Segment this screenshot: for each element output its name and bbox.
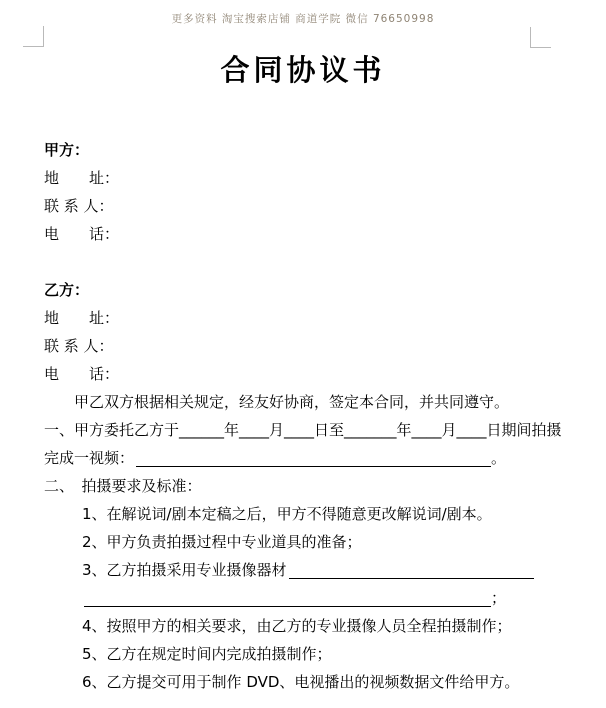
party-a-phone-label: 电 话：: [44, 225, 120, 243]
item-3-prefix: 3、乙方拍摄采用专业摄像器材: [82, 561, 287, 579]
document-title: 合同协议书: [220, 53, 386, 87]
equipment-blank-underline-continuation[interactable]: [82, 584, 491, 612]
requirement-item-5: 5、乙方在规定时间内完成拍摄制作；: [82, 645, 332, 663]
intro-paragraph: 甲乙双方根据相关规定，经友好协商，签定本合同，并共同遵守。: [74, 393, 510, 411]
party-b-label: 乙方：: [44, 281, 90, 299]
requirement-item-1: 1、在解说词/剧本定稿之后，甲方不得随意更改解说词/剧本。: [82, 505, 492, 523]
party-b-phone-label: 电 话：: [44, 365, 120, 383]
item-3-suffix: ；: [490, 589, 506, 607]
clause-1-dates-line: 一、甲方委托乙方于______年____月____日至_______年____月____日期间拍摄: [44, 421, 562, 439]
clause-1-video-line: [44, 444, 534, 472]
video-title-blank-underline[interactable]: [134, 444, 491, 472]
video-line-suffix: 。: [490, 449, 506, 467]
crop-mark-top-right: [530, 27, 551, 48]
watermark-header: 更多资料 淘宝搜索店铺 商道学院 微信 76650998: [171, 13, 435, 25]
crop-mark-top-left: [23, 26, 44, 47]
party-a-label: 甲方：: [44, 141, 90, 159]
party-b-contact-label: 联 系 人：: [44, 337, 114, 355]
party-b-address-label: 地 址：: [44, 309, 120, 327]
requirement-item-6: 6、乙方提交可用于制作 DVD、电视播出的视频数据文件给甲方。: [82, 673, 520, 691]
party-a-address-label: 地 址：: [44, 169, 120, 187]
clause-2-heading: 二、 拍摄要求及标准：: [44, 477, 202, 495]
video-line-prefix: 完成一视频：: [44, 449, 135, 467]
requirement-item-3: [44, 556, 534, 584]
party-a-contact-label: 联 系 人：: [44, 197, 114, 215]
requirement-item-2: 2、甲方负责拍摄过程中专业道具的准备；: [82, 533, 362, 551]
blank-line-spacer: [44, 248, 534, 276]
equipment-blank-underline[interactable]: [287, 556, 534, 584]
document-body: [44, 136, 562, 696]
requirement-item-3-continuation: [44, 584, 534, 612]
requirement-item-4: 4、按照甲方的相关要求，由乙方的专业摄像人员全程拍摄制作；: [82, 617, 512, 635]
